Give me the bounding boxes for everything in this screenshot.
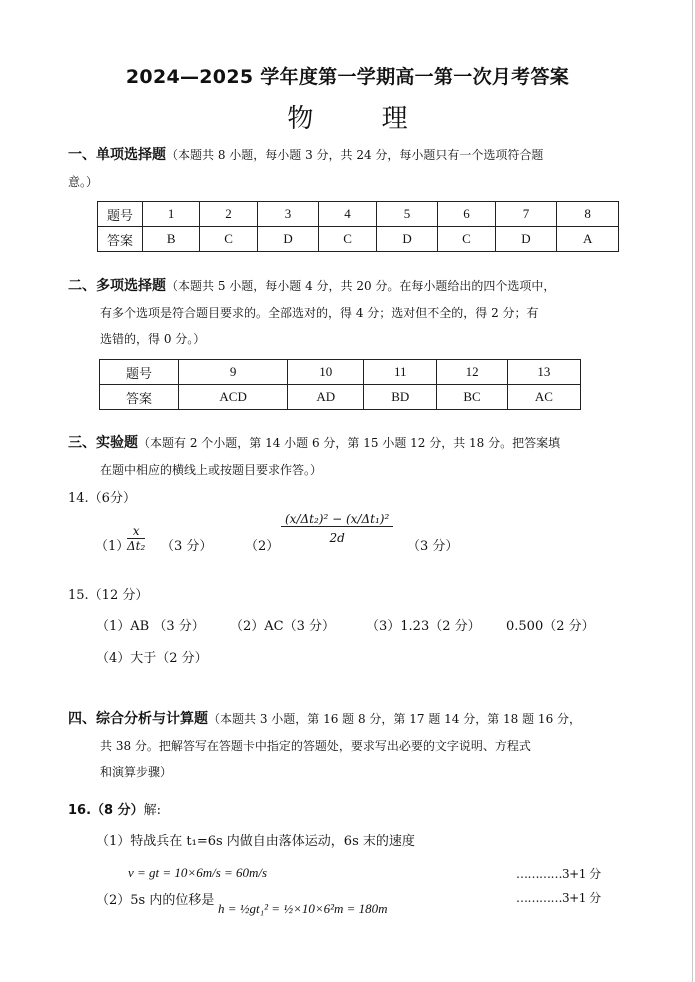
question-number: 11 <box>364 360 437 385</box>
q14-heading: 14.（6分） <box>68 491 136 506</box>
q15-part2: （2）AC（3 分） <box>230 619 336 634</box>
q16-part1-text: （1）特战兵在 t₁=6s 内做自由落体运动，6s 末的速度 <box>96 834 415 849</box>
section-2-note-cont: 选错的，得 0 分。） <box>100 332 206 346</box>
table-row <box>100 385 581 410</box>
q14-part1-label: （1） <box>95 539 130 554</box>
q15-line1 <box>96 615 636 635</box>
section-1-note: （本题共 8 小题，每小题 3 分，共 24 分，每小题只有一个选项符合题 <box>166 148 544 162</box>
question-number: 10 <box>288 360 364 385</box>
q14-part2-score: （3 分） <box>407 539 459 554</box>
section-4 <box>68 706 648 785</box>
section-1-heading: 一、单项选择题 <box>68 147 166 163</box>
section-2-note: （本题共 5 小题，每小题 4 分，共 20 分。在每小题给出的四个选项中， <box>166 279 556 293</box>
answer-cell: BD <box>364 385 437 410</box>
question-number: 8 <box>557 202 619 227</box>
answer-table-1 <box>97 201 619 252</box>
answer-cell: AC <box>507 385 580 410</box>
answer-cell: B <box>143 227 200 252</box>
question-number: 6 <box>438 202 495 227</box>
answer-cell: D <box>376 227 438 252</box>
q14-answers <box>95 512 615 568</box>
table-row <box>98 227 619 252</box>
section-3-heading: 三、实验题 <box>68 435 138 451</box>
q16-part1-equation: v = gt = 10×6m/s = 60m/s <box>128 865 268 880</box>
answer-cell: BC <box>437 385 507 410</box>
table-row <box>100 360 581 385</box>
answer-table-2 <box>99 359 581 410</box>
subject-title: 物 理 <box>287 104 438 134</box>
section-3-note-cont: 在题中相应的横线上或按题目要求作答。） <box>100 463 323 477</box>
fraction-numerator: (x/Δt₂)² − (x/Δt₁)² <box>281 512 393 527</box>
row-label: 题号 <box>98 202 143 227</box>
question-number: 7 <box>495 202 557 227</box>
question-number: 5 <box>376 202 438 227</box>
q15-part3: （3）1.23（2 分） <box>366 619 481 634</box>
section-2 <box>68 273 643 352</box>
row-label: 答案 <box>98 227 143 252</box>
section-2-note-cont: 有多个选项是符合题目要求的。全部选对的，得 4 分；选对但不全的，得 2 分；有 <box>100 306 539 320</box>
q15-part3-second: 0.500（2 分） <box>506 619 595 634</box>
answer-cell: D <box>495 227 557 252</box>
row-label: 答案 <box>100 385 179 410</box>
q16-number: 16.（8 分） <box>68 803 144 818</box>
q16-part2-text: （2）5s 内的位移是 <box>96 893 215 908</box>
q16-heading <box>68 799 161 818</box>
q15-part1: （1）AB （3 分） <box>96 619 205 634</box>
section-4-heading: 四、综合分析与计算题 <box>68 711 208 727</box>
q16-solution-label: 解: <box>143 803 161 818</box>
section-3 <box>68 430 643 483</box>
fraction-denominator: 2d <box>329 531 345 545</box>
q15-part4: （4）大于（2 分） <box>96 651 208 666</box>
question-number: 1 <box>143 202 200 227</box>
section-1 <box>68 142 628 195</box>
q14-part1-score: （3 分） <box>161 539 213 554</box>
answer-cell: C <box>438 227 495 252</box>
question-number: 13 <box>507 360 580 385</box>
fraction-denominator: Δt₂ <box>127 539 146 553</box>
fraction-numerator: x <box>127 524 145 539</box>
question-number: 4 <box>319 202 376 227</box>
q15-heading: 15.（12 分） <box>68 588 149 603</box>
q14-part1-fraction <box>127 524 145 553</box>
question-number: 3 <box>257 202 319 227</box>
q16-part2-equation: h = ½gt₁² = ½×10×6²m = 180m <box>218 901 388 916</box>
row-label: 题号 <box>100 360 179 385</box>
question-number: 2 <box>200 202 257 227</box>
section-1-note-cont: 意。） <box>68 175 99 189</box>
page-edge <box>692 0 693 982</box>
q14-part2-fraction <box>281 512 393 545</box>
q16-part1-score: …………3+1 分 <box>516 867 601 881</box>
q16-part2-score: …………3+1 分 <box>516 891 601 905</box>
q14-part2-label: （2） <box>245 539 280 554</box>
answer-cell: D <box>257 227 319 252</box>
answer-cell: C <box>319 227 376 252</box>
section-4-note: （本题共 3 小题，第 16 题 8 分，第 17 题 14 分，第 18 题 16 分， <box>208 712 582 726</box>
table-row <box>98 202 619 227</box>
section-2-heading: 二、多项选择题 <box>68 278 166 294</box>
question-number: 12 <box>437 360 507 385</box>
question-number: 9 <box>179 360 288 385</box>
answer-cell: ACD <box>179 385 288 410</box>
answer-cell: AD <box>288 385 364 410</box>
answer-cell: A <box>557 227 619 252</box>
exam-title: 2024—2025 学年度第一学期高一第一次月考答案 <box>125 66 570 88</box>
section-4-note-cont: 和演算步骤） <box>100 765 173 779</box>
section-3-note: （本题有 2 个小题，第 14 小题 6 分，第 15 小题 12 分，共 18 分。把答案填 <box>138 436 561 450</box>
section-4-note-cont: 共 38 分。把解答写在答题卡中指定的答题处，要求写出必要的文字说明、方程式 <box>100 739 531 753</box>
answer-cell: C <box>200 227 257 252</box>
